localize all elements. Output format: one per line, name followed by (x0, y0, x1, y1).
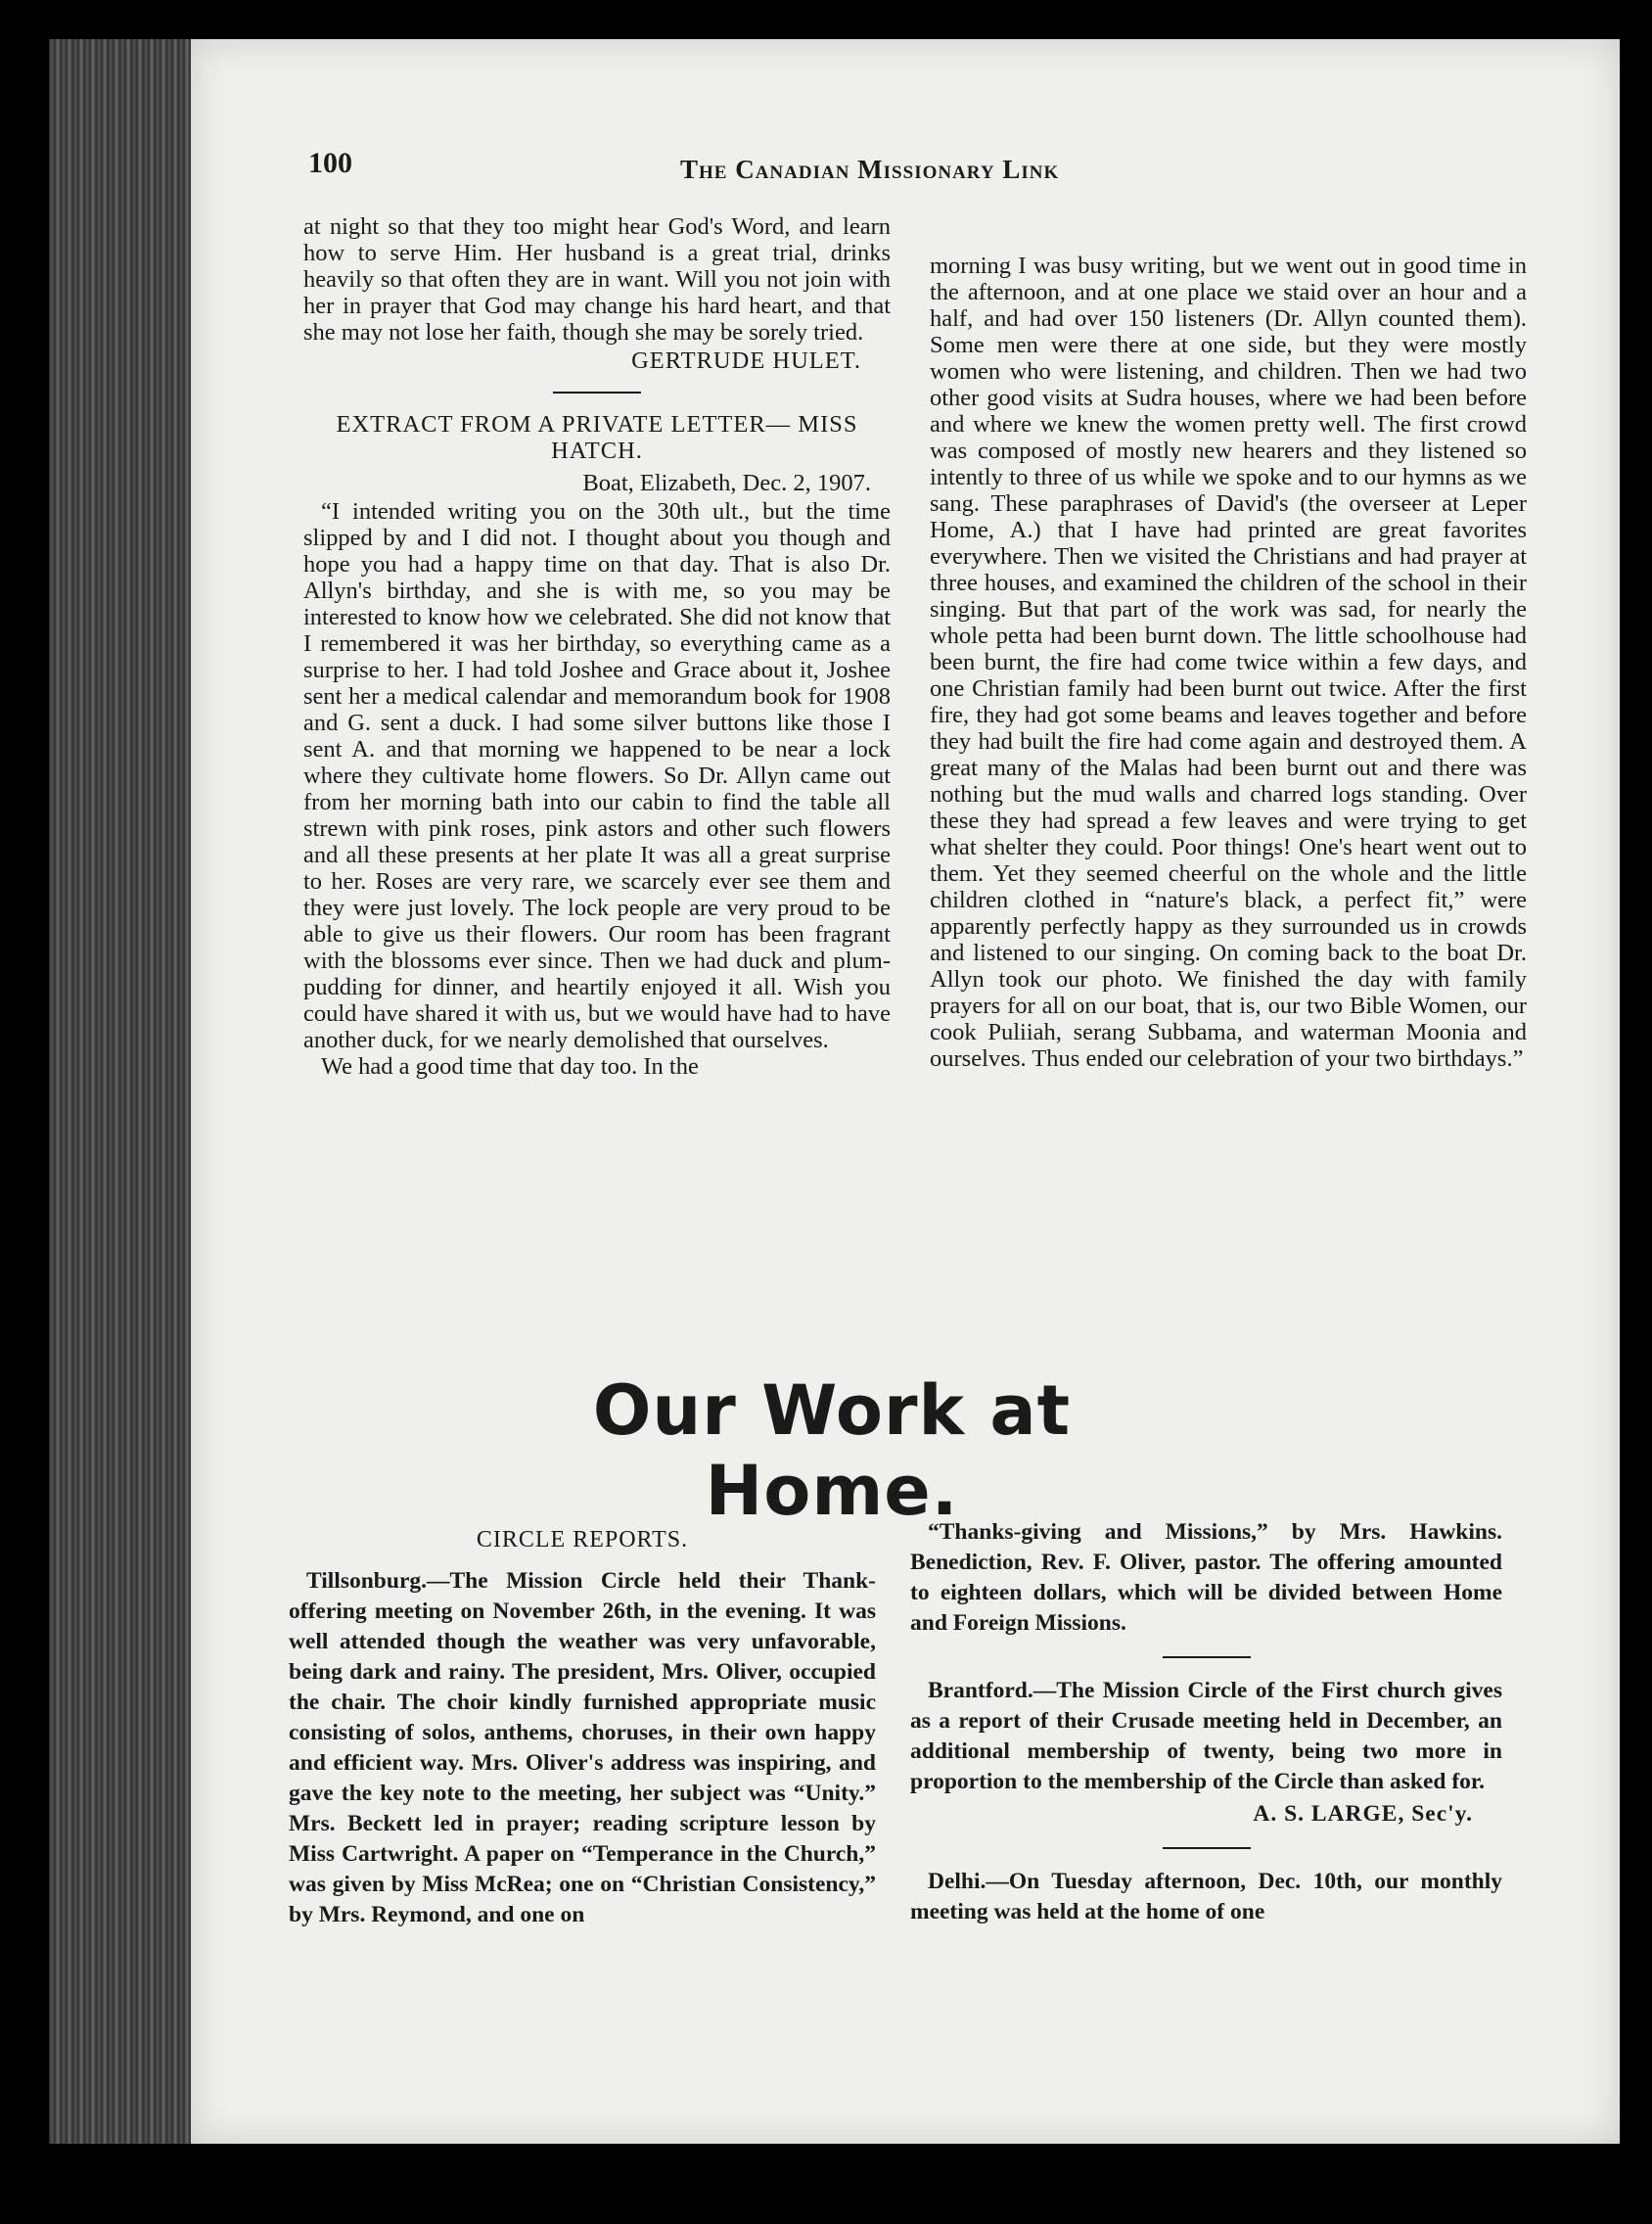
document-page (191, 39, 1620, 2144)
report-paragraph: “Thanks-giving and Missions,” by Mrs. Hawkins. Benediction, Rev. F. Oliver, pastor. The offering amounted to eighteen dollars, which will be divided between Home and Foreign Missions. (910, 1519, 1502, 1636)
divider-rule (1163, 1847, 1251, 1849)
signature-large: A. S. LARGE, Sec'y. (1253, 1801, 1473, 1827)
book-binding (49, 39, 196, 2144)
running-head: The Canadian Missionary Link (680, 155, 1060, 184)
right-column-top (930, 253, 1527, 1072)
report-paragraph: Tillsonburg.—The Mission Circle held their Thank-offering meeting on November 26th, in the evening. It was well attended though the weather was very unfavorable, being dark and rainy. The president, Mrs. Oliver, occupied the chair. The choir kindly furnished appropriate music consisting of solos, anthems, choruses, in their own happy and efficient way. Mrs. Oliver's address was inspiring, and gave the key note to the meeting, her subject was “Unity.” Mrs. Beckett led in prayer; reading scripture lesson by Miss Cartwright. A paper on “Temperance in the Church,” was given by Miss McRea; one on “Christian Consistency,” by Mrs. Reymond, and one on (289, 1568, 876, 1927)
letter-paragraph: We had a good time that day too. In the (321, 1053, 699, 1080)
signature-hulet: GERTRUDE HULET. (631, 348, 861, 374)
article-continuation: at night so that they too might hear God's Word, and learn how to serve Him. Her husband is a great trial, drinks heavily so that often they are in want. Will you not join with her in prayer that God may change his hard heart, and that she may not lose her faith, though she may be sorely tried. (303, 213, 891, 346)
left-column-bottom (289, 1527, 876, 1930)
article-heading: EXTRACT FROM A PRIVATE LETTER— MISS HATCH. (336, 411, 858, 464)
report-paragraph: Delhi.—On Tuesday afternoon, Dec. 10th, our monthly meeting was held at the home of one (910, 1869, 1502, 1924)
divider-rule (553, 392, 641, 394)
circle-reports-heading: CIRCLE REPORTS. (476, 1527, 689, 1552)
letter-paragraph: “I intended writing you on the 30th ult., but the time slipped by and I did not. I thought about you though and hope you had a happy time on that day. That is also Dr. Allyn's birthday, and she is with me, so you may be interested to know how we celebrated. She did not know that I remembered it was her birthday, so everything came as a surprise to her. I had told Joshee and Grace about it, Joshee sent her a medical calendar and memorandum book for 1908 and G. sent a duck. I had some silver buttons like those I sent A. and that morning we happened to be near a lock where they cultivate home flowers. So Dr. Allyn came out from her morning bath into our cabin to find the table all strewn with pink roses, pink astors and other such flowers and all these presents at her plate It was all a great surprise to her. Roses are very rare, we scarcely ever see them and they were just lovely. The lock people are very proud to be able to give us their flowers. Our room has been fragrant with the blossoms ever since. Then we had duck and plum-pudding for dinner, and heartily enjoyed it all. Wish you could have shared it with us, but we would have had to have another duck, for we nearly demolished that ourselves. (303, 498, 891, 1053)
page-number: 100 (308, 147, 352, 179)
letter-paragraph: morning I was busy writing, but we went out in good time in the afternoon, and at one place we staid over an hour and a half, and had over 150 listeners (Dr. Allyn counted them). Some men were there at one side, but they were mostly women who were listening, and children. Then we had two other good visits at Sudra houses, where we had been before and where we knew the women pretty well. The first crowd was composed of mostly new hearers and they listened so intently to three of us while we spoke and to our hymns as we sang. These paraphrases of David's (the overseer at Leper Home, A.) that I have had printed are great favorites everywhere. Then we visited the Christians and had prayer at three houses, and examined the children of the school in their singing. But that part of the work was sad, for nearly the whole petta had been burnt down. The little schoolhouse had been burnt, the fire had come twice within a few days, and one Christian family had been burnt out twice. After the first fire, they had got some beams and leaves together and before they had built the fire had come again and destroyed them. A great many of the Malas had been burnt out and there was nothing but the mud walls and charred logs standing. Over these they had spread a few leaves and were trying to get what shelter they could. Poor things! One's heart went out to them. Yet they seemed cheerful on the whole and the little children clothed in “nature's black, a perfect fit,” were apparently perfectly happy as they surrounded us in crowds and listened to our singing. On coming back to the boat Dr. Allyn took our photo. We finished the day with family prayers for all on our boat, that is, our two Bible Women, our cook Puliiah, serang Subbama, and waterman Moonia and ourselves. Thus ended our celebration of your two birthdays.” (930, 253, 1527, 1072)
left-column-top (303, 213, 891, 1080)
divider-rule (1163, 1656, 1251, 1658)
right-column-bottom (910, 1517, 1502, 1927)
report-paragraph: Brantford.—The Mission Circle of the First church gives as a report of their Crusade meeting held in December, an additional membership of twenty, being two more in proportion to the membership of the Circle than asked for. (910, 1678, 1502, 1794)
dateline: Boat, Elizabeth, Dec. 2, 1907. (582, 470, 871, 496)
section-title: Our Work at Home. (592, 1370, 1072, 1531)
